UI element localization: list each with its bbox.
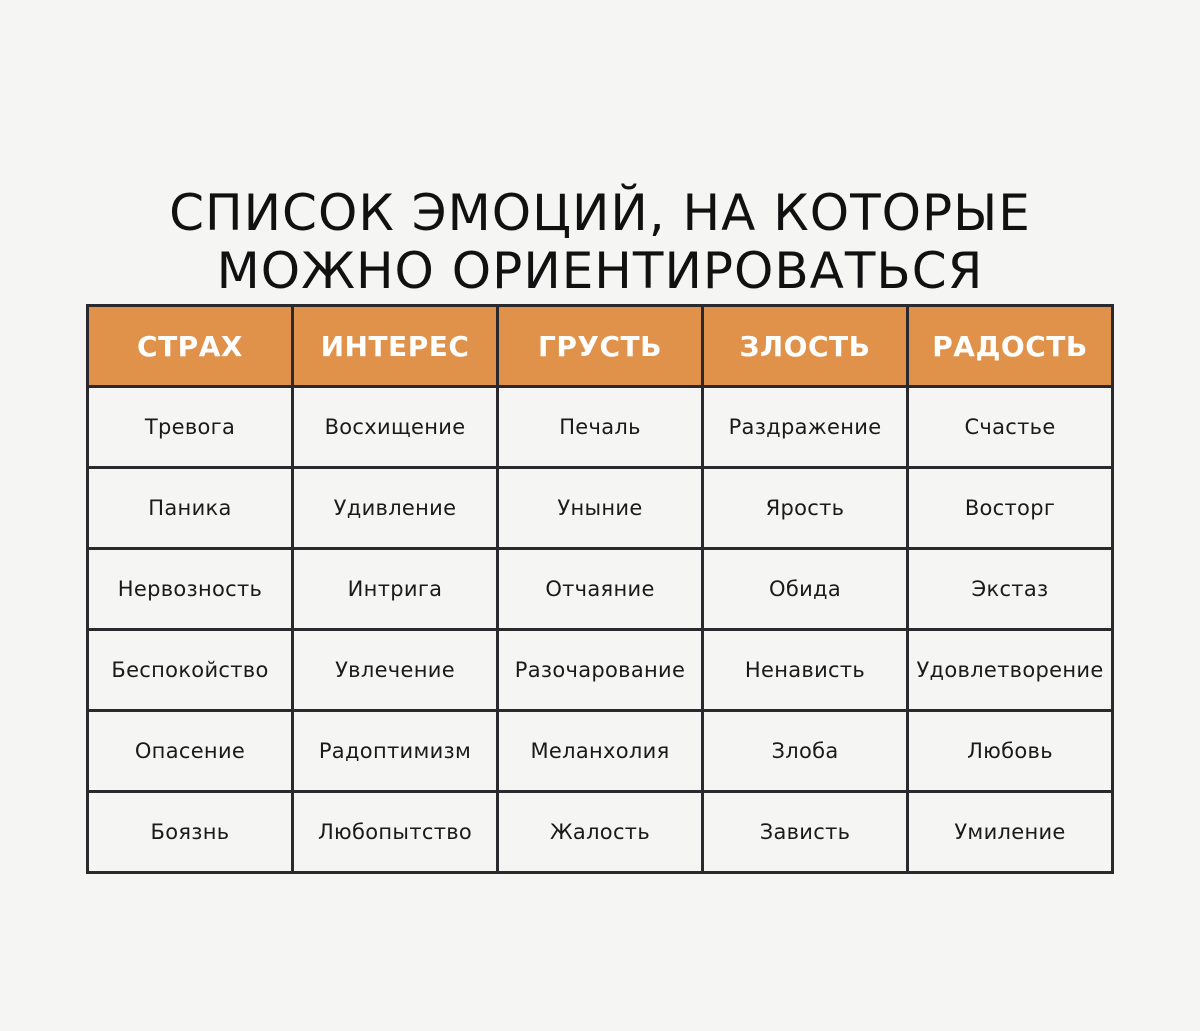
table-cell: Счастье [908, 387, 1113, 468]
table-cell: Любопытство [293, 792, 498, 873]
table-row [88, 792, 1113, 873]
emotions-table [86, 304, 1114, 874]
column-header-fear: СТРАХ [88, 306, 293, 387]
table-cell: Беспокойство [88, 630, 293, 711]
table-cell: Боязнь [88, 792, 293, 873]
table-cell: Интрига [293, 549, 498, 630]
table-cell: Зависть [703, 792, 908, 873]
table-cell: Удовлетворение [908, 630, 1113, 711]
table-cell: Ярость [703, 468, 908, 549]
table-row [88, 549, 1113, 630]
column-header-joy: РАДОСТЬ [908, 306, 1113, 387]
table-cell: Умиление [908, 792, 1113, 873]
column-header-interest: ИНТЕРЕС [293, 306, 498, 387]
table-cell: Радоптимизм [293, 711, 498, 792]
table-cell: Восторг [908, 468, 1113, 549]
table-cell: Печаль [498, 387, 703, 468]
table-row [88, 711, 1113, 792]
table-cell: Нервозность [88, 549, 293, 630]
header-row [88, 306, 1113, 387]
table-cell: Жалость [498, 792, 703, 873]
table-cell: Опасение [88, 711, 293, 792]
column-header-anger: ЗЛОСТЬ [703, 306, 908, 387]
table-cell: Уныние [498, 468, 703, 549]
title-line-1: СПИСОК ЭМОЦИЙ, НА КОТОРЫЕ [169, 183, 1031, 242]
column-header-sadness: ГРУСТЬ [498, 306, 703, 387]
table-cell: Удивление [293, 468, 498, 549]
table-row [88, 387, 1113, 468]
table-cell: Разочарование [498, 630, 703, 711]
page-title [0, 184, 1200, 300]
table-cell: Восхищение [293, 387, 498, 468]
table-cell: Ненависть [703, 630, 908, 711]
table-cell: Тревога [88, 387, 293, 468]
table-cell: Меланхолия [498, 711, 703, 792]
table-cell: Обида [703, 549, 908, 630]
table-row [88, 468, 1113, 549]
table-row [88, 630, 1113, 711]
table-cell: Экстаз [908, 549, 1113, 630]
table-cell: Раздражение [703, 387, 908, 468]
title-line-2: МОЖНО ОРИЕНТИРОВАТЬСЯ [216, 241, 984, 300]
table-cell: Паника [88, 468, 293, 549]
table-cell: Отчаяние [498, 549, 703, 630]
table-cell: Любовь [908, 711, 1113, 792]
table-cell: Злоба [703, 711, 908, 792]
table-cell: Увлечение [293, 630, 498, 711]
